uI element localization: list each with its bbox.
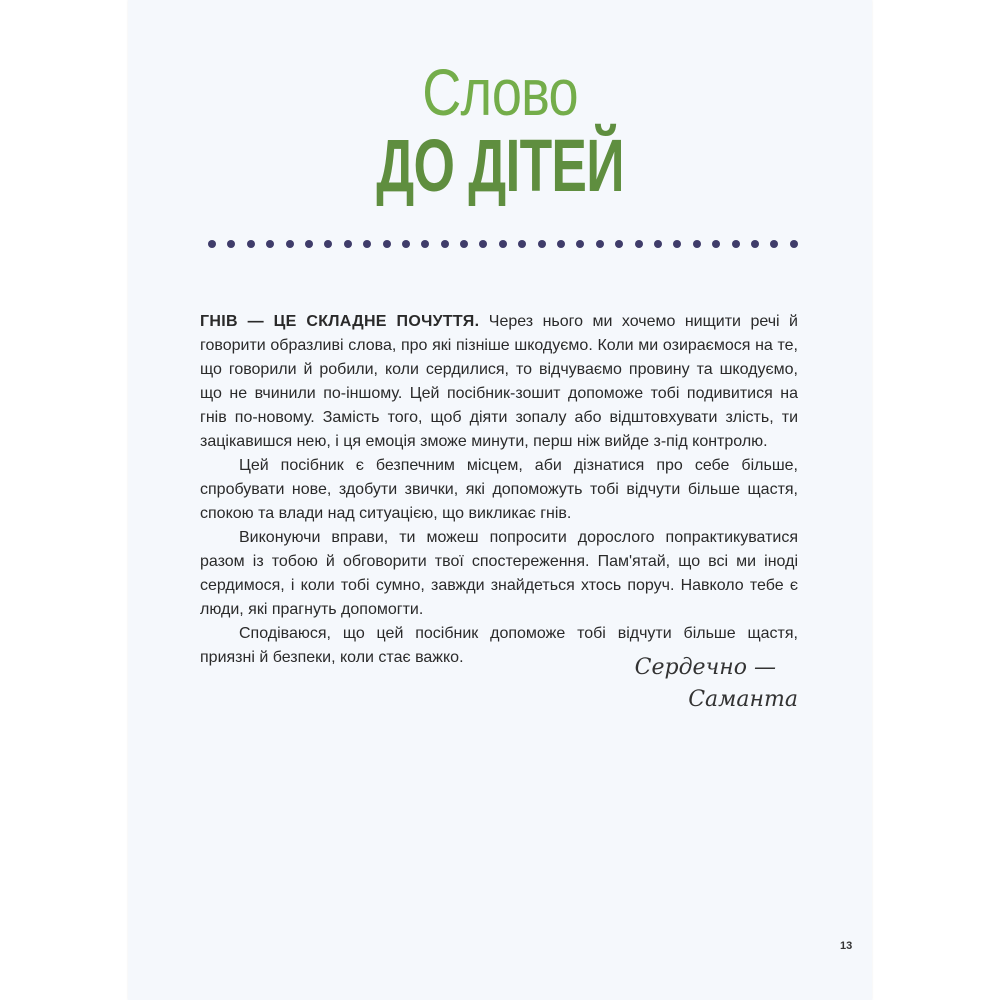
divider-dot — [460, 240, 468, 248]
divider-dot — [479, 240, 487, 248]
divider-dot — [402, 240, 410, 248]
page-number: 13 — [840, 940, 853, 952]
signature-name: Саманта — [688, 687, 798, 712]
dotted-divider — [208, 236, 798, 252]
divider-dot — [344, 240, 352, 248]
paragraph-3: Виконуючи вправи, ти можеш попросити дорослого попрактикуватися разом із тобою й обговорити твої спостереження. Пам'ятай, що всі ми іноді сердимося, і коли тобі сумно, завжди знайдеться хтось поруч. Навколо тебе є люди, які прагнуть допомогти. — [200, 529, 798, 618]
divider-dot — [247, 240, 255, 248]
divider-dot — [751, 240, 759, 248]
title-line-1: Слово — [422, 55, 578, 129]
lead-heading: ГНІВ — ЦЕ СКЛАДНЕ ПОЧУТТЯ. — [200, 313, 480, 330]
divider-dot — [227, 240, 235, 248]
divider-dot — [324, 240, 332, 248]
divider-dot — [266, 240, 274, 248]
signature — [618, 652, 798, 716]
divider-dot — [305, 240, 313, 248]
divider-dot — [635, 240, 643, 248]
divider-dot — [421, 240, 429, 248]
paragraph-1-text: Через нього ми хочемо нищити речі й говорити образливі слова, про які пізніше шкодуємо. Коли ми озираємося на те, що говорили й робили, коли сердилися, то відчуваємо провину та шкодуємо, що не вчинили по-іншому. Цей посібник-зошит допоможе тобі подивитися на гнів по-новому. Замість того, щоб діяти зопалу або відштовхувати злість, ти зацікавишся нею, і ця емоція зможе минути, перш ніж вийде з-під контролю. — [200, 313, 798, 450]
divider-dot — [732, 240, 740, 248]
paragraph-2: Цей посібник є безпечним місцем, аби дізнатися про себе більше, спробувати нове, здобути звички, які допоможуть тобі відчути більше щастя, спокою та влади над ситуацією, що викликає гнів. — [200, 457, 798, 522]
divider-dot — [693, 240, 701, 248]
title-line-2: ДО ДІТЕЙ — [376, 124, 624, 207]
paragraph-4: Сподіваюся, що цей посібник допоможе тобі відчути більше щастя, приязні й безпеки, коли стає важко. — [200, 625, 798, 666]
divider-dot — [383, 240, 391, 248]
book-page — [128, 0, 872, 1000]
divider-dot — [538, 240, 546, 248]
divider-dot — [518, 240, 526, 248]
divider-dot — [363, 240, 371, 248]
divider-dot — [770, 240, 778, 248]
divider-dot — [208, 240, 216, 248]
divider-dot — [576, 240, 584, 248]
divider-dot — [712, 240, 720, 248]
divider-dot — [654, 240, 662, 248]
paragraph-1 — [200, 310, 798, 454]
divider-dot — [673, 240, 681, 248]
divider-dot — [441, 240, 449, 248]
signature-closing: Сердечно — — [634, 655, 776, 680]
body-text — [200, 310, 798, 670]
divider-dot — [596, 240, 604, 248]
divider-dot — [790, 240, 798, 248]
divider-dot — [286, 240, 294, 248]
divider-dot — [557, 240, 565, 248]
divider-dot — [615, 240, 623, 248]
divider-dot — [499, 240, 507, 248]
